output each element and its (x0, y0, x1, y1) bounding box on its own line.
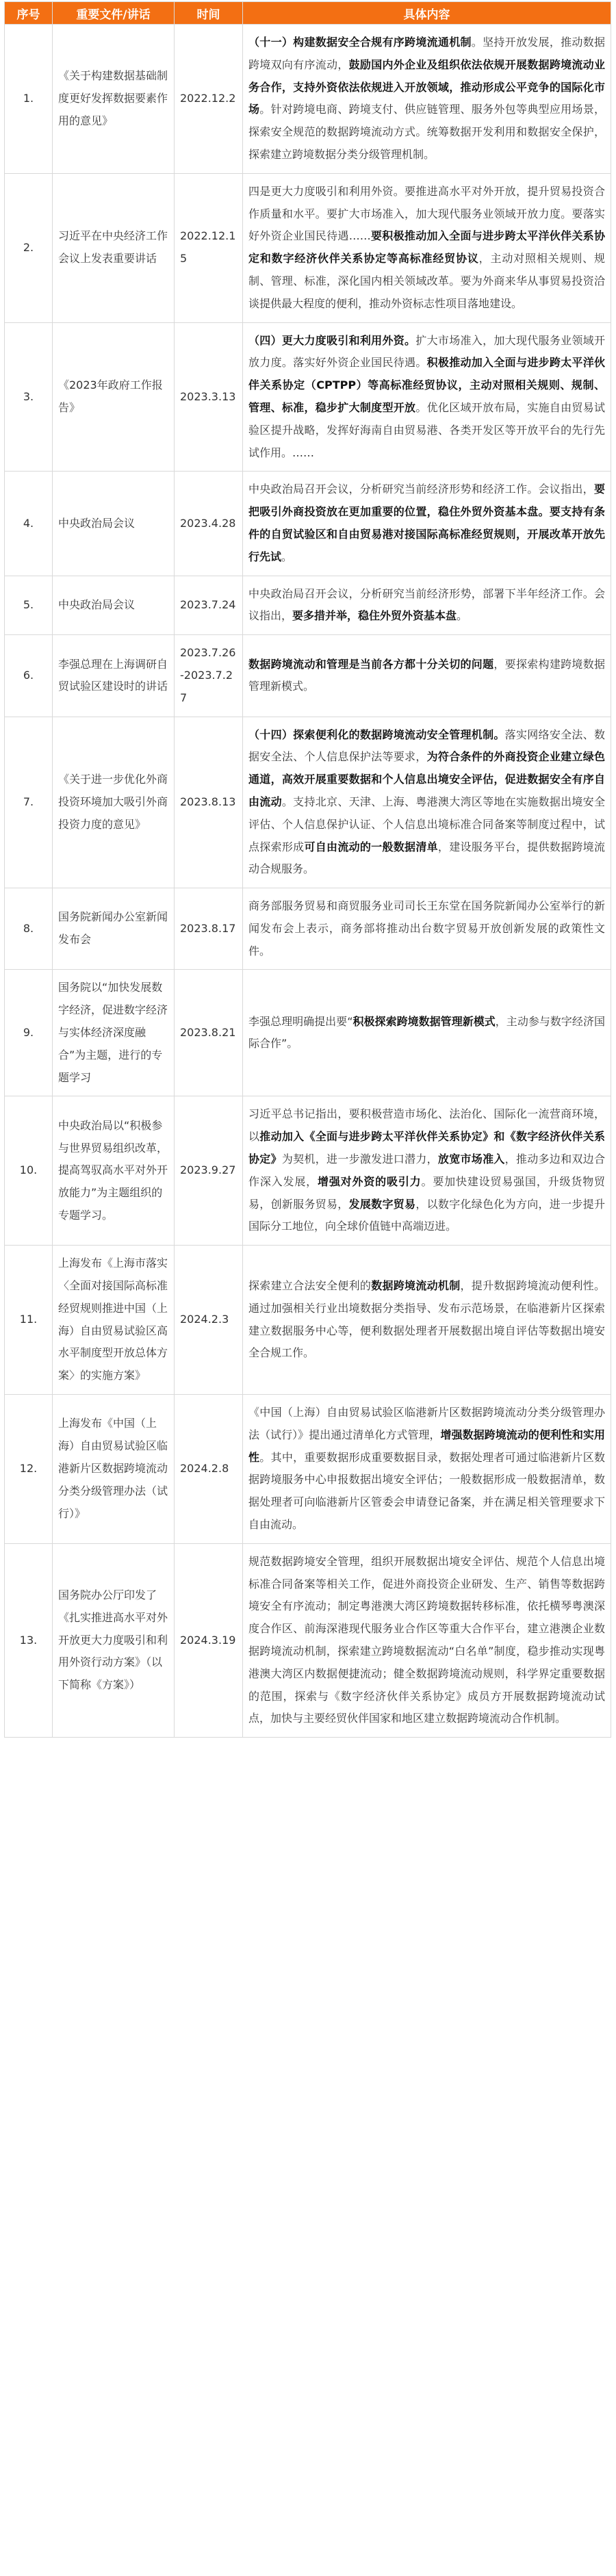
content-text: 为契机，进一步激发进口潜力， (281, 1152, 438, 1166)
row-time: 2023.8.13 (175, 717, 243, 888)
content-emphasis: 要积极推动加入全面与进步跨太平洋伙伴关系协定和数字经济伙伴关系协定等高标准经贸协议 (248, 229, 605, 266)
content-emphasis: 积极探索跨境数据管理新模式 (352, 1014, 496, 1028)
row-time: 2023.7.24 (175, 576, 243, 635)
content-emphasis: 为符合条件的外商投资企业建立绿色通道，高效开展重要数据和个人信息出境安全评估，促进数据安全有序自由流动 (248, 750, 605, 808)
row-time: 2023.8.17 (175, 888, 243, 970)
row-index: 11. (5, 1246, 53, 1395)
table-row (5, 1246, 611, 1395)
content-emphasis: 发展数字贸易 (348, 1197, 416, 1211)
row-content (243, 576, 611, 635)
content-text: 。要加快建设贸易强国，升级货物贸易，创新服务贸易， (248, 1174, 605, 1211)
content-text: 探索建立合法安全便利的 (248, 1279, 372, 1293)
row-content (243, 472, 611, 576)
header-time: 时间 (175, 2, 243, 25)
row-content (243, 1543, 611, 1737)
content-text: 。支持北京、天津、上海、粤港澳大湾区等地在实施数据出境安全评估、个人信息保护认证、个人信息出境标准合同备案等制度过程中，试点探索形成 (248, 795, 605, 853)
row-index: 10. (5, 1096, 53, 1246)
row-content (243, 322, 611, 472)
row-document: 上海发布《上海市落实〈全面对接国际高标准经贸规则推进中国（上海）自由贸易试验区高水平制度型开放总体方案〉的实施方案》 (53, 1246, 175, 1395)
row-document: 中央政治局会议 (53, 472, 175, 576)
table-row (5, 888, 611, 970)
content-text: 。针对跨境电商、跨境支付、供应链管理、服务外包等典型应用场景，探索安全规范的数据跨境流动方式。统筹数据开发利用和数据安全保护，探索建立跨境数据分类分级管理机制。 (248, 103, 605, 161)
row-index: 3. (5, 322, 53, 472)
table-row (5, 472, 611, 576)
content-text: ，以数字化绿色化为方向，进一步提升国际分工地位，向全球价值链中高端迈进。 (248, 1197, 605, 1233)
content-text: 落实网络安全法、数据安全法、个人信息保护法等要求， (248, 727, 605, 764)
content-text: 。 (281, 550, 293, 563)
row-time: 2022.12.2 (175, 25, 243, 174)
row-document: 习近平在中央经济工作会议上发表重要讲话 (53, 173, 175, 322)
content-text: 中央政治局召开会议，分析研究当前经济形势和经济工作。会议指出， (248, 482, 594, 496)
row-time: 2024.3.19 (175, 1543, 243, 1737)
content-text: 规范数据跨境安全管理，组织开展数据出境安全评估、规范个人信息出境标准合同备案等相关工作，促进外商投资企业研发、生产、销售等数据跨境安全有序流动；制定粤港澳大湾区跨境数据转移标准，依托横琴粤澳深度合作区、前海深港现代服务业合作区等重大合作平台，建立港澳企业数据跨境流动机制，探索建立跨境数据流动“白名单”制度，稳步推动实现粤港澳大湾区内数据便捷流动； (248, 1554, 605, 1680)
row-content (243, 888, 611, 970)
content-text: 。其中，重要数据形成重要数据目录，数据处理者可通过临港新片区数据跨境服务中心申报数据出境安全评估；一般数据形成一般数据清单，数据处理者可向临港新片区管委会申请登记备案，并在满足相关管理要求下自由流动。 (248, 1450, 605, 1532)
row-document: 《2023年政府工作报告》 (53, 322, 175, 472)
content-emphasis: 增强数据跨境流动的便利性和实用性 (248, 1428, 605, 1464)
row-index: 6. (5, 635, 53, 717)
content-text: 。优化区域开放布局，实施自由贸易试验区提升战略，发挥好海南自由贸易港、各类开发区等开放平台的先行先试作用。…… (248, 400, 605, 459)
row-time: 2023.8.21 (175, 970, 243, 1096)
table-row (5, 322, 611, 472)
content-emphasis: 推动加入《全面与进步跨太平洋伙伴关系协定》和《数字经济伙伴关系协定》 (248, 1130, 605, 1166)
row-content (243, 25, 611, 174)
header-index: 序号 (5, 2, 53, 25)
table-row (5, 1096, 611, 1246)
content-emphasis: 增强对外资的吸引力 (318, 1174, 422, 1188)
row-document: 上海发布《中国（上海）自由贸易试验区临港新片区数据跨境流动分类分级管理办法（试行）》 (53, 1395, 175, 1544)
table-row (5, 717, 611, 888)
header-document: 重要文件/讲话 (53, 2, 175, 25)
content-emphasis: 积极推动加入全面与进步跨太平洋伙伴关系协定（CPTPP）等高标准经贸协议，主动对照相关规则、规制、管理、标准，稳步扩大制度型开放 (248, 356, 605, 414)
content-text: 习近平总书记指出，要积极营造市场化、法治化、国际化一流营商环境，以 (248, 1107, 605, 1144)
row-content (243, 717, 611, 888)
content-text: ，提升数据跨境流动便利性。通过加强相关行业出境数据分类指导、发布示范场景，在临港新片区探索建立数据服务中心等，便利数据处理者开展数据出境自评估等数据出境安全合规工作。 (248, 1279, 605, 1360)
content-text: ，要探索构建跨境数据管理新模式。 (248, 657, 605, 693)
row-index: 9. (5, 970, 53, 1096)
row-content (243, 1395, 611, 1544)
row-time: 2023.4.28 (175, 472, 243, 576)
content-emphasis: （四）更大力度吸引和利用外资。 (248, 333, 416, 347)
row-time: 2023.9.27 (175, 1096, 243, 1246)
row-content (243, 173, 611, 322)
row-document: 《关于进一步优化外商投资环境加大吸引外商投资力度的意见》 (53, 717, 175, 888)
content-text: 李强总理明确提出要“ (248, 1014, 353, 1028)
row-time: 2023.3.13 (175, 322, 243, 472)
row-time: 2023.7.26-2023.7.27 (175, 635, 243, 717)
row-document: 国务院办公厅印发了《扎实推进高水平对外开放更大力度吸引和利用外资行动方案》（以下简称《方案》） (53, 1543, 175, 1737)
row-index: 4. (5, 472, 53, 576)
content-text: 四是更大力度吸引和利用外资。要推进高水平对外开放，提升贸易投资合作质量和水平。要扩大市场准入，加大现代服务业领域开放力度。要落实好外资企业国民待遇…… (248, 184, 605, 243)
content-text: 。坚持开放发展，推动数据跨境双向有序流动， (248, 36, 605, 71)
table-row (5, 970, 611, 1096)
content-text: ，建设服务平台，提供数据跨境流动合规服务。 (248, 840, 605, 876)
row-index: 12. (5, 1395, 53, 1544)
row-index: 1. (5, 25, 53, 174)
content-text: 中央政治局召开会议，分析研究当前经济形势，部署下半年经济工作。会议指出， (248, 587, 605, 623)
table-row (5, 576, 611, 635)
row-document: 国务院以“加快发展数字经济，促进数字经济与实体经济深度融合”为主题，进行的专题学习 (53, 970, 175, 1096)
row-index: 7. (5, 717, 53, 888)
content-text: 扩大市场准入，加大现代服务业领域开放力度。落实好外资企业国民待遇。 (248, 333, 605, 370)
content-emphasis: 数据跨境流动和管理是当前各方都十分关切的问题 (248, 657, 494, 671)
table-row (5, 173, 611, 322)
content-emphasis: 可自由流动的一般数据清单 (304, 840, 438, 853)
row-index: 2. (5, 173, 53, 322)
content-text: ，推动多边和双边合作深入发展， (248, 1152, 605, 1188)
table-row (5, 635, 611, 717)
header-content: 具体内容 (243, 2, 611, 25)
content-emphasis: 数据跨境流动机制 (371, 1279, 461, 1293)
row-document: 李强总理在上海调研自贸试验区建设时的讲话 (53, 635, 175, 717)
row-document: 国务院新闻办公室新闻发布会 (53, 888, 175, 970)
content-text: 《中国（上海）自由贸易试验区临港新片区数据跨境流动分类分级管理办法（试行）》提出通过清单化方式管理， (248, 1406, 605, 1441)
row-document: 《关于构建数据基础制度更好发挥数据要素作用的意见》 (53, 25, 175, 174)
row-index: 5. (5, 576, 53, 635)
row-document: 中央政治局以“积极参与世界贸易组织改革，提高驾驭高水平对外开放能力”为主题组织的专题学习。 (53, 1096, 175, 1246)
table-row (5, 1395, 611, 1544)
content-text: 健全数据跨境流动规则，科学界定重要数据的范围，探索与《数字经济伙伴关系协定》成员方开展数据跨境流动试点，加快与主要经贸伙伴国家和地区建立数据跨境流动合作机制。 (248, 1666, 605, 1725)
row-index: 8. (5, 888, 53, 970)
content-emphasis: 要多措并举，稳住外贸外资基本盘 (292, 609, 457, 623)
row-content (243, 1096, 611, 1246)
content-text: ，主动参与数字经济国际合作”。 (248, 1014, 605, 1051)
row-content (243, 1246, 611, 1395)
row-time: 2024.2.8 (175, 1395, 243, 1544)
table-header-row (5, 2, 611, 25)
row-time: 2022.12.15 (175, 173, 243, 322)
table-row (5, 1543, 611, 1737)
row-content (243, 970, 611, 1096)
content-emphasis: （十一）构建数据安全合规有序跨境流通机制 (248, 36, 472, 49)
row-document: 中央政治局会议 (53, 576, 175, 635)
content-text: 。 (457, 609, 468, 623)
content-text: 商务部服务贸易和商贸服务业司司长王东堂在国务院新闻办公室举行的新闻发布会上表示，商务部将推动出台数字贸易开放创新发展的政策性文件。 (248, 899, 605, 957)
content-emphasis: 放宽市场准入 (437, 1152, 505, 1166)
content-text: ，主动对照相关规则、规制、管理、标准，深化国内相关领域改革。要为外商来华从事贸易投资洽谈提供最大程度的便利，推动外资标志性项目落地建设。 (248, 252, 605, 310)
row-content (243, 635, 611, 717)
row-time: 2024.2.3 (175, 1246, 243, 1395)
table-body (5, 25, 611, 1738)
content-emphasis: （十四）探索便利化的数据跨境流动安全管理机制。 (248, 727, 505, 741)
policy-table (4, 1, 611, 1738)
content-emphasis: 要把吸引外商投资放在更加重要的位置，稳住外贸外资基本盘。要支持有条件的自贸试验区和自由贸易港对接国际高标准经贸规则，开展改革开放先行先试 (248, 482, 605, 563)
row-index: 13. (5, 1543, 53, 1737)
table-row (5, 25, 611, 174)
content-emphasis: 鼓励国内外企业及组织依法依规开展数据跨境流动业务合作，支持外资依法依规进入开放领域，推动形成公平竞争的国际化市场 (248, 57, 605, 116)
